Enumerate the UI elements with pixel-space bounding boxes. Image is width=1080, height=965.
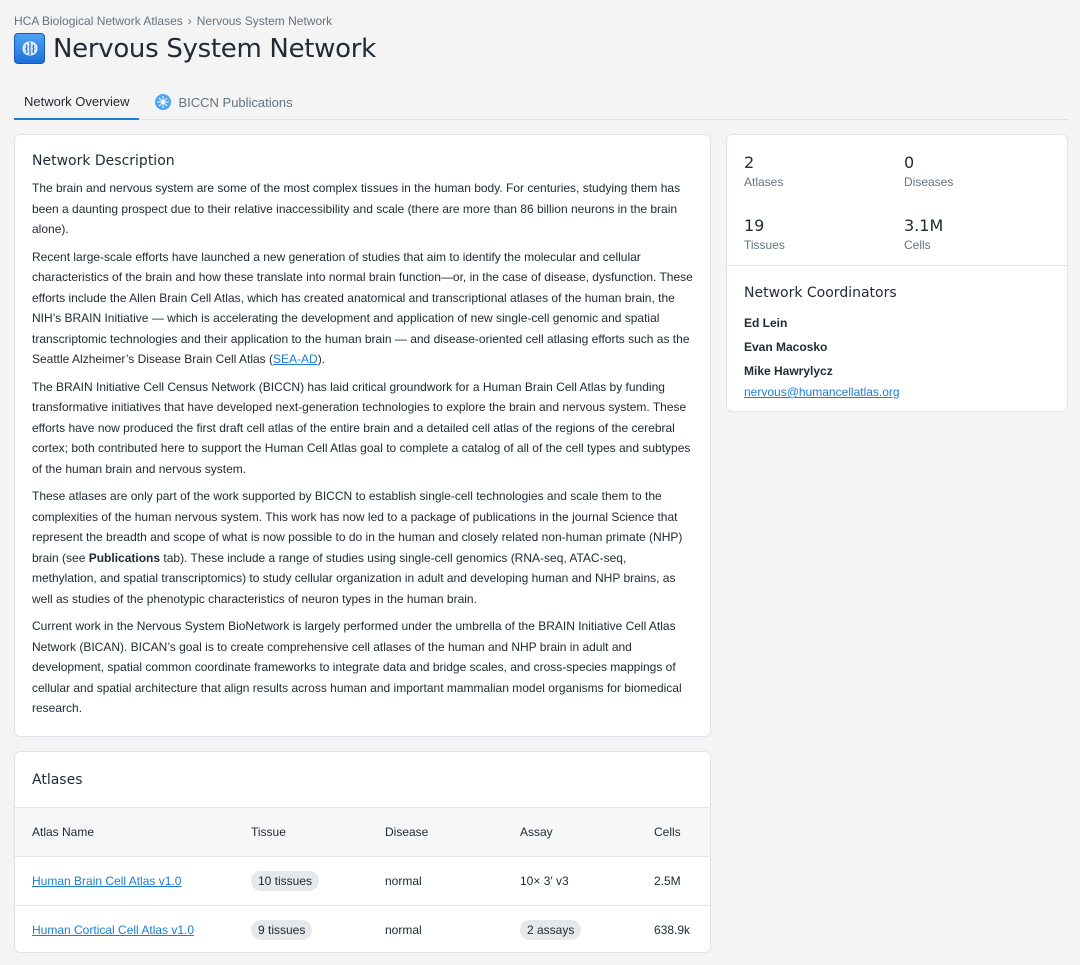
disease-cell: normal [385, 922, 422, 937]
stat-label: Diseases [904, 175, 954, 189]
stat-cells [904, 216, 1064, 265]
tab-label: Network Overview [24, 93, 130, 109]
description-paragraph: The BRAIN Initiative Cell Census Network (BICCN) has laid critical groundwork for a Human Brain Cell Atlas by funding transformative initiatives that have developed next-generation technologies to explore the brain and nervous system. These efforts have now produced the first draft cell atlas of the entire brain and a detailed cell atlas of the regions of the cerebral cortex; both contributed here to support the Human Cell Atlas goal to complete a catalog of all of the cell types and subtypes of the human brain and nervous system. [32, 379, 691, 476]
column-header[interactable]: Assay [520, 808, 654, 856]
column-header[interactable]: Disease [385, 808, 520, 856]
network-description-card [14, 134, 711, 737]
assay-count-badge: 2 assays [520, 920, 581, 940]
publications-emphasis: Publications [88, 550, 161, 565]
atlas-link[interactable]: Human Cortical Cell Atlas v1.0 [32, 922, 195, 937]
stat-tissues [744, 216, 904, 265]
paragraph-text: These atlases are only part of the work supported by BICCN to establish single-cell technologies and scale them to the complexities of the human nervous system. This work has now led to a package of publications in the journal Science that represent the breadth and scope of what is now possible to do in the human and closely related non-human primate (NHP) brain (see [32, 489, 683, 565]
tissue-cell [251, 905, 385, 953]
page-title: Nervous System Network [53, 33, 376, 64]
table-row [15, 905, 710, 953]
atlases-heading: Atlases [15, 752, 710, 808]
coordinator-name: Mike Hawrylycz [744, 364, 833, 378]
tab-network-overview[interactable] [14, 84, 139, 120]
description-paragraph [32, 247, 693, 370]
stat-value: 2 [744, 153, 755, 172]
network-stats-card [726, 134, 1068, 412]
stats-grid [727, 135, 1067, 266]
tissue-cell [251, 856, 385, 905]
stat-value: 0 [904, 153, 915, 172]
stat-label: Tissues [744, 238, 785, 252]
stat-label: Cells [904, 238, 931, 252]
tab-label: BICCN Publications [178, 94, 293, 110]
stat-label: Atlases [744, 175, 784, 189]
atlas-link[interactable]: Human Brain Cell Atlas v1.0 [32, 873, 182, 888]
paragraph-text: ). [317, 352, 326, 366]
brain-icon [14, 33, 45, 64]
stat-value: 19 [744, 216, 765, 235]
description-paragraph [32, 486, 693, 609]
table-header-row [15, 808, 710, 856]
stat-atlases [744, 153, 904, 202]
tissue-count-badge: 9 tissues [251, 920, 312, 940]
breadcrumb-root-link[interactable]: HCA Biological Network Atlases [14, 14, 183, 28]
description-heading: Network Description [32, 153, 175, 169]
tab-bar [14, 84, 1068, 120]
atlas-name-cell [15, 856, 251, 905]
tissue-count-badge: 10 tissues [251, 871, 319, 891]
stat-diseases [904, 153, 1064, 202]
stat-value: 3.1M [904, 216, 944, 235]
breadcrumb-current: Nervous System Network [196, 14, 333, 28]
disease-cell: normal [385, 856, 520, 905]
column-header[interactable]: Atlas Name [15, 808, 251, 856]
coordinator-email-link[interactable]: nervous@humancellatlas.org [744, 385, 900, 399]
column-header[interactable]: Cells [654, 808, 710, 856]
atlases-table [15, 808, 710, 953]
network-coordinators [727, 266, 1067, 420]
coordinators-heading: Network Coordinators [744, 285, 897, 301]
atlases-card [14, 751, 711, 953]
cells-cell: 638.9k [654, 922, 691, 937]
column-header[interactable]: Tissue [251, 808, 385, 856]
assay-cell: 10× 3′ v3 [520, 856, 654, 905]
paragraph-text: Recent large-scale efforts have launched a new generation of studies that aim to identify the molecular and cellular characteristics of the brain and how these translate into normal brain function—or, in the case of disease, dysfunction. These efforts include the Allen Brain Cell Atlas, which has created anatomical and transcriptional atlases of the human brain, the NIH’s BRAIN Initiative — which is accelerating the development and application of new single-cell genomic and spatial transcriptomic technologies and their application to the human brain — and disease-oriented cell atlasing efforts such as the Seattle Alzheimer’s Disease Brain Cell Atlas ( [32, 249, 693, 366]
coordinator-name: Ed Lein [744, 316, 788, 330]
cells-cell: 2.5M [654, 856, 710, 905]
chevron-right-icon: › [187, 14, 192, 28]
coordinator-name: Evan Macosko [744, 340, 828, 354]
paragraph-text: tab). These include a range of studies using single-cell genomics (RNA-seq, ATAC-seq, methylation, and spatial transcriptomics) to study cellular organization in adult and developing human and NHP brains, as well as studies of the phenotypic characteristics of neuron types in the human brain. [32, 550, 676, 606]
breadcrumb [14, 14, 332, 28]
biccn-icon [155, 94, 171, 110]
table-row [15, 856, 710, 905]
description-paragraph: The brain and nervous system are some of the most complex tissues in the human body. For centuries, studying them has been a daunting prospect due to their relative inaccessibility and scale (there are more than 86 billion neurons in the brain alone). [32, 181, 681, 236]
sea-ad-link[interactable]: SEA-AD [273, 352, 318, 366]
atlas-name-cell [15, 905, 251, 953]
description-paragraph: Current work in the Nervous System BioNetwork is largely performed under the umbrella of the BRAIN Initiative Cell Atlas Network (BICAN). BICAN’s goal is to create comprehensive cell atlases of the human and NHP brain in adult and development, spatial common coordinate frameworks to integrate data and bridge scales, and cross-species mappings of cellular and spatial architecture that align results across human and important mammalian model organisms for biomedical research. [32, 619, 682, 715]
page-header [14, 33, 376, 64]
tab-biccn-publications[interactable] [145, 84, 302, 120]
assay-cell [520, 905, 654, 953]
